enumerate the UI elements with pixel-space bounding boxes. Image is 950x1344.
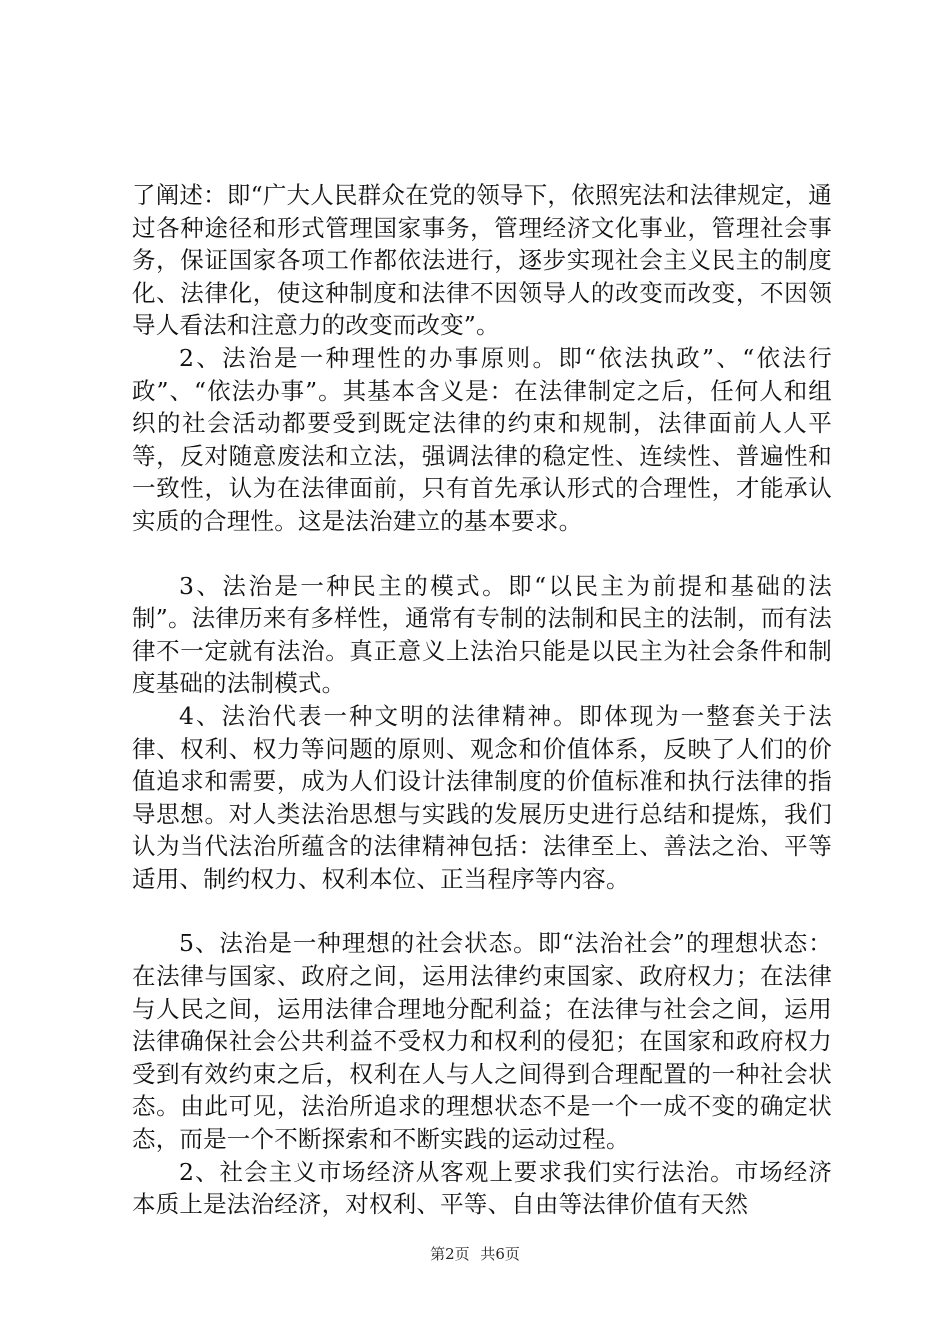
page-total: 共6页 [480, 1245, 520, 1263]
paragraph-market-economy: 2、社会主义市场经济从客观上要求我们实行法治。市场经济本质上是法治经济，对权利、平等、自由等法律价值有天然 [132, 1157, 832, 1219]
paragraph-item-3-democratic-model: 3、法治是一种民主的模式。即“以民主为前提和基础的法制”。法律历来有多样性，通常有专制的法制和民主的法制，而有法律不一定就有法治。真正意义上法治只能是以民主为社会条件和制度基础的法制模式。 [132, 571, 832, 698]
document-body [132, 179, 832, 1221]
paragraph-item-4-legal-spirit: 4、法治代表一种文明的法律精神。即体现为一整套关于法律、权利、权力等问题的原则、观念和价值体系，反映了人们的价值追求和需要，成为人们设计法律制度的价值标准和执行法律的指导思想。对人类法治思想与实践的发展历史进行总结和提炼，我们认为当代法治所蕴含的法律精神包括：法律至上、善法之治、平等适用、制约权力、权利本位、正当程序等内容。 [132, 701, 832, 893]
paragraph-item-2-rational-principle: 2、法治是一种理性的办事原则。即“依法执政”、“依法行政”、“依法办事”。其基本含义是：在法律制定之后，任何人和组织的社会活动都要受到既定法律的约束和规制，法律面前人人平等，反对随意废法和立法，强调法律的稳定性、连续性、普遍性和一致性，认为在法律面前，只有首先承认形式的合理性，才能承认实质的合理性。这是法治建立的基本要求。 [132, 343, 832, 535]
paragraph-continuation: 了阐述：即“广大人民群众在党的领导下，依照宪法和法律规定，通过各种途径和形式管理国家事务，管理经济文化事业，管理社会事务，保证国家各项工作都依法进行，逐步实现社会主义民主的制度化、法律化，使这种制度和法律不因领导人的改变而改变，不因领导人看法和注意力的改变而改变”。 [132, 181, 832, 340]
page-footer [0, 1243, 950, 1264]
paragraph-item-5-ideal-state: 5、法治是一种理想的社会状态。即“法治社会”的理想状态：在法律与国家、政府之间，运用法律约束国家、政府权力；在法律与人民之间，运用法律合理地分配利益；在法律与社会之间，运用法律确保社会公共利益不受权力和权利的侵犯；在国家和政府权力受到有效约束之后，权利在人与人之间得到合理配置的一种社会状态。由此可见，法治所追求的理想状态不是一个一成不变的确定状态，而是一个不断探索和不断实践的运动过程。 [132, 929, 832, 1154]
page-number: 第2页 [430, 1245, 470, 1263]
